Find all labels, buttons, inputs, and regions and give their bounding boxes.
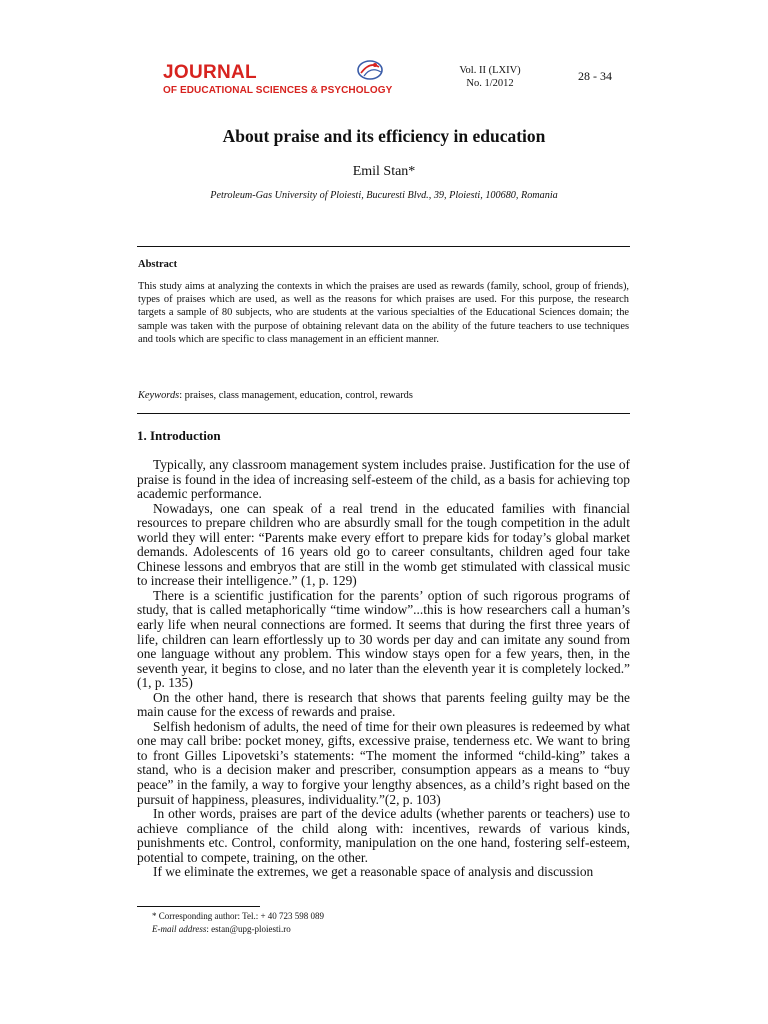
abstract-text: This study aims at analyzing the contexts in which the praises are used as rewards (family, school, group of friends), types of praises which are used, as well as the reasons for which praises are used. For this purpose, the research targets a sample of 80 subjects, who are students at the various specialties of the Educational Sciences domain; the sample was taken with the purpose of obtaining relevant data on the ability of the future teachers to use techniques and tools which are specific to class management in an efficient manner.	[138, 281, 629, 345]
journal-name: JOURNAL	[163, 62, 257, 83]
journal-logo-icon	[355, 58, 385, 82]
page-range: 28 - 34	[578, 69, 612, 83]
divider-bottom	[137, 413, 630, 414]
email-address: : estan@upg-ploiesti.ro	[206, 924, 291, 934]
paragraph: Typically, any classroom management system includes praise. Justification for the use of praise is found in the idea of increasing self-esteem of the child, as a basis for achieving top academic performance.	[137, 457, 630, 502]
article-title: About praise and its efficiency in education	[222, 126, 546, 146]
keywords-label: Keywords	[138, 390, 180, 401]
keywords-text: : praises, class management, education, control, rewards	[179, 390, 413, 401]
article-author: Emil Stan*	[352, 164, 416, 179]
paragraph: On the other hand, there is research that shows that parents feeling guilty may be the main cause for the excess of rewards and praise.	[137, 689, 630, 720]
author-affiliation: Petroleum-Gas University of Ploiesti, Bucuresti Blvd., 39, Ploiesti, 100680, Romania	[210, 190, 558, 201]
paragraph: In other words, praises are part of the device adults (whether parents or teachers) use to achieve compliance of the child along with: incentives, rewards of various kinds, punishments etc. Control, conformity, manipulation on the one hand, fostering self-esteem, potential to compete, training, on the other.	[137, 806, 630, 865]
section-heading: 1. Introduction	[137, 428, 221, 443]
footnote-email	[152, 924, 291, 934]
section-body	[137, 458, 630, 880]
footnote-corresponding: * Corresponding author: Tel.: + 40 723 598 089	[152, 911, 325, 921]
number-label: No. 1/2012	[466, 78, 514, 89]
volume-label: Vol. II (LXIV)	[459, 65, 521, 76]
paragraph: There is a scientific justification for the parents’ option of such rigorous programs of study, that is called metaphorically “time window”...this is how researchers call a human’s early life when neural connections are formed. It seems that during the first three years of life, children can learn effortlessly up to 30 words per day and can imitate any sound from one language without any problem. This window stays open for a few years, then, in the seventh year, it begins to close, and no later than the eleventh year it is completely locked.” (1, p. 135)	[137, 587, 630, 691]
divider-top	[137, 246, 630, 247]
journal-subtitle: OF EDUCATIONAL SCIENCES & PSYCHOLOGY	[163, 85, 393, 96]
paragraph: If we eliminate the extremes, we get a reasonable space of analysis and discussion	[153, 864, 594, 880]
abstract-heading: Abstract	[138, 259, 178, 270]
keywords-line	[138, 390, 629, 401]
paragraph: Selfish hedonism of adults, the need of time for their own pleasures is redeemed by what one may call bribe: pocket money, gifts, excessive praise, tenderness etc. We want to bring to front Gilles Lipovetski’s statements: “The moment the informed “child-king” takes a stand, who is a decision maker and prescriber, consumption appears as a means to “buy peace” in the family, a way to forgive your lengthy absences, as a child’s right based on the pursuit of happiness, pleasures, individuality.”(2, p. 103)	[137, 718, 630, 807]
email-label: E-mail address	[152, 924, 207, 934]
paragraph: Nowadays, one can speak of a real trend in the educated families with financial resources to prepare children who are absurdly small for the tough competition in the adult world they will enter: “Parents make every effort to prepare kids for today’s global market demands. Adolescents of 16 years old go to career consultants, children aged four take Chinese lessons and embryos that are still in the womb get stimulated with classical music to increase their intelligence.” (1, p. 129)	[137, 500, 630, 589]
issue-info	[440, 64, 540, 90]
footnote-divider	[137, 906, 260, 907]
